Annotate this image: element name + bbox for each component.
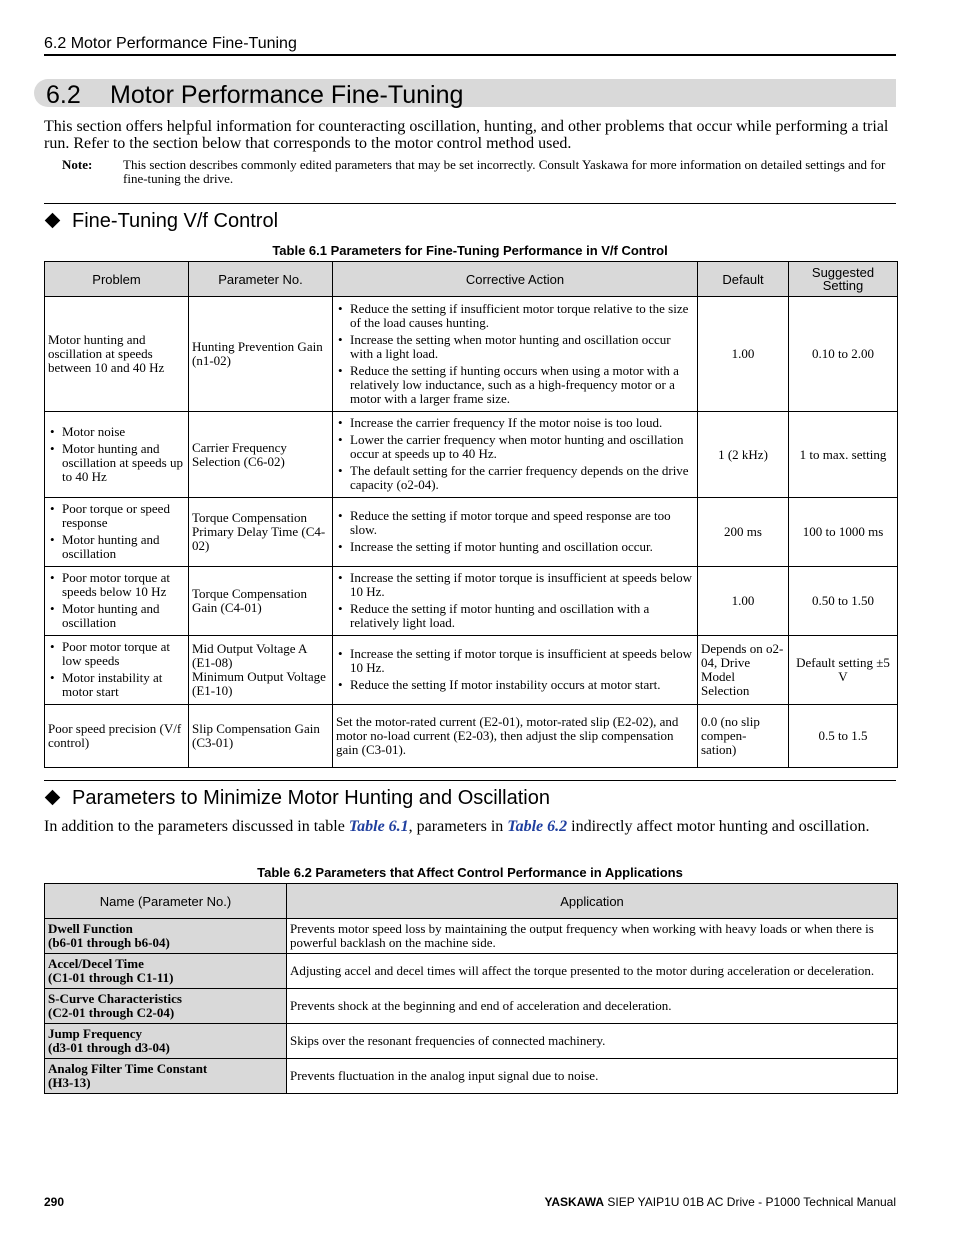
cell-parameter xyxy=(189,636,333,705)
cell-parameter xyxy=(189,705,333,768)
hunting-paragraph xyxy=(44,818,900,835)
list-item: • Poor motor torque at speeds below 10 Hz xyxy=(48,571,185,599)
cell-text: Carrier Frequency Selection (C6-02) xyxy=(192,439,287,469)
cell-parameter-name xyxy=(45,919,287,954)
intro-paragraph: This section offers helpful information for counteracting oscillation, hunting, and other problems that occur while performing a trial run. Refer to the section below that corresponds to the motor control method used. xyxy=(44,118,889,152)
cell-corrective-action xyxy=(333,297,698,412)
application-parameters-table xyxy=(44,883,898,1094)
cell-application: Prevents fluctuation in the analog input signal due to noise. xyxy=(287,1059,898,1094)
table-row xyxy=(45,705,898,768)
cell-suggested: 0.5 to 1.5 xyxy=(789,705,898,768)
diamond-bullet-icon xyxy=(45,213,61,229)
table-row xyxy=(45,919,898,954)
subsection-heading-vf xyxy=(44,209,278,233)
list-item: • Reduce the setting if insufficient motor torque relative to the size of the load causes hunting. xyxy=(336,302,694,330)
cell-problem xyxy=(45,297,189,412)
footer-manual-name: SIEP YAIP1U 01B AC Drive - P1000 Technical Manual xyxy=(604,1195,896,1209)
list-item: • Lower the carrier frequency when motor hunting and oscillation occur at speeds up to 40 Hz. xyxy=(336,433,694,461)
header-problem: Problem xyxy=(45,262,189,297)
running-header: 6.2 Motor Performance Fine-Tuning xyxy=(44,35,297,52)
list-item: • Motor noise xyxy=(48,425,185,439)
list-item: • Reduce the setting if motor hunting and oscillation with a relatively light load. xyxy=(336,602,694,630)
cell-corrective-action xyxy=(333,412,698,498)
note-label: Note: xyxy=(62,157,93,172)
cell-suggested: 1 to max. setting xyxy=(789,412,898,498)
list-item: • Increase the setting if motor torque is insufficient at speeds below 10 Hz. xyxy=(336,647,694,675)
list-item: • Motor instability at motor start xyxy=(48,671,185,699)
section-title xyxy=(46,79,463,111)
cell-text: Analog Filter Time Constant xyxy=(48,1061,208,1076)
cell-suggested: Default setting ±5 V xyxy=(789,636,898,705)
list-item: • Poor torque or speed response xyxy=(48,502,185,530)
list-item: • Increase the carrier frequency If the motor noise is too loud. xyxy=(336,416,694,430)
cell-text: Accel/Decel Time xyxy=(48,956,144,971)
table-row xyxy=(45,636,898,705)
cell-text: (C2-01 through C2-04) xyxy=(48,1005,175,1020)
cell-text: Motor hunting and oscillation at speeds between 10 and 40 Hz xyxy=(48,332,165,375)
cell-corrective-action xyxy=(333,567,698,636)
cell-application: Prevents shock at the beginning and end of acceleration and deceleration. xyxy=(287,989,898,1024)
list-item: • Increase the setting when motor hunting and oscillation occur with a light load. xyxy=(336,333,694,361)
cell-parameter-name xyxy=(45,989,287,1024)
cell-text: (C1-01 through C1-11) xyxy=(48,970,174,985)
list-item: • Reduce the setting if hunting occurs when using a motor with a relatively low inductance, such as a high-frequency motor or a motor with a larger frame size. xyxy=(336,364,694,406)
table-6-1-link[interactable]: Table 6.1 xyxy=(348,818,409,835)
header-suggested-setting: Suggested Setting xyxy=(789,262,898,297)
note-text: This section describes commonly edited parameters that may be set incorrectly. Consult Yaskawa for more information on detailed settings and for fine-tuning the drive. xyxy=(123,157,886,186)
header-default: Default xyxy=(698,262,789,297)
table-caption-1: Table 6.1 Parameters for Fine-Tuning Performance in V/f Control xyxy=(272,243,668,258)
list-item: • Motor hunting and oscillation xyxy=(48,602,185,630)
table-caption-2: Table 6.2 Parameters that Affect Control Performance in Applications xyxy=(257,865,683,880)
cell-parameter xyxy=(189,412,333,498)
cell-application: Skips over the resonant frequencies of connected machinery. xyxy=(287,1024,898,1059)
cell-text: Set the motor-rated current (E2-01), motor-rated slip (E2-02), and motor no-load current (E2-03), then adjust the slip compensation gain (C3-01). xyxy=(336,714,679,757)
vf-tuning-table xyxy=(44,261,898,768)
cell-text: (H3-13) xyxy=(48,1075,91,1090)
cell-default: 1.00 xyxy=(698,297,789,412)
table-row xyxy=(45,498,898,567)
list-item: • Motor hunting and oscillation at speeds up to 40 Hz xyxy=(48,442,185,484)
paragraph-text: , parameters in xyxy=(408,818,508,835)
table-row xyxy=(45,1024,898,1059)
cell-default: 1.00 xyxy=(698,567,789,636)
cell-default: 200 ms xyxy=(698,498,789,567)
cell-text: Poor speed precision (V/f control) xyxy=(48,721,182,750)
diamond-bullet-icon xyxy=(45,790,61,806)
note xyxy=(62,158,902,186)
list-item: • Increase the setting if motor torque is insufficient at speeds below 10 Hz. xyxy=(336,571,694,599)
cell-parameter xyxy=(189,297,333,412)
table-row xyxy=(45,1059,898,1094)
cell-problem xyxy=(45,412,189,498)
cell-text: Torque Compensation Gain (C4-01) xyxy=(192,586,307,615)
cell-text: Mid Output Voltage A (E1-08) xyxy=(192,641,307,670)
subsection-heading-hunting xyxy=(44,786,550,810)
table-row xyxy=(45,989,898,1024)
list-item: • Reduce the setting If motor instability occurs at motor start. xyxy=(336,678,694,692)
cell-suggested: 0.50 to 1.50 xyxy=(789,567,898,636)
cell-parameter xyxy=(189,498,333,567)
section-number: 6.2 xyxy=(46,81,81,109)
paragraph-text: In addition to the parameters discussed in table xyxy=(44,818,349,835)
cell-text: Torque Compensation Primary Delay Time (C4-02) xyxy=(192,510,326,553)
cell-problem xyxy=(45,705,189,768)
cell-text: (d3-01 through d3-04) xyxy=(48,1040,170,1055)
cell-text: Hunting Prevention Gain (n1-02) xyxy=(192,339,323,368)
cell-text: S-Curve Characteristics xyxy=(48,991,182,1006)
table-row xyxy=(45,412,898,498)
list-item: • Increase the setting if motor hunting and oscillation occur. xyxy=(336,540,694,554)
header-name: Name (Parameter No.) xyxy=(45,884,287,919)
cell-text: Minimum Output Voltage (E1-10) xyxy=(192,669,326,698)
section-title-text: Motor Performance Fine-Tuning xyxy=(110,81,464,109)
cell-parameter xyxy=(189,567,333,636)
section-divider-2 xyxy=(44,780,896,781)
page-number: 290 xyxy=(44,1195,65,1209)
cell-corrective-action xyxy=(333,498,698,567)
header-rule xyxy=(44,54,896,56)
subsection-title: Parameters to Minimize Motor Hunting and Oscillation xyxy=(72,787,550,809)
header-corrective-action: Corrective Action xyxy=(333,262,698,297)
cell-default: 1 (2 kHz) xyxy=(698,412,789,498)
cell-parameter-name xyxy=(45,1024,287,1059)
cell-corrective-action xyxy=(333,705,698,768)
cell-default: Depends on o2-04, Drive Model Selection xyxy=(698,636,789,705)
paragraph-text: indirectly affect motor hunting and oscillation. xyxy=(567,818,870,835)
cell-suggested: 100 to 1000 ms xyxy=(789,498,898,567)
header-application: Application xyxy=(287,884,898,919)
list-item: • The default setting for the carrier frequency depends on the drive capacity (o2-04). xyxy=(336,464,694,492)
list-item: • Motor hunting and oscillation xyxy=(48,533,185,561)
cell-application: Adjusting accel and decel times will affect the torque presented to the motor during acceleration or deceleration. xyxy=(287,954,898,989)
table-row xyxy=(45,567,898,636)
cell-application: Prevents motor speed loss by maintaining the output frequency when working with heavy loads or when there is powerful backlash on the machine side. xyxy=(287,919,898,954)
table-row xyxy=(45,954,898,989)
cell-parameter-name xyxy=(45,954,287,989)
table-row xyxy=(45,297,898,412)
table-6-2-link[interactable]: Table 6.2 xyxy=(507,818,568,835)
cell-problem xyxy=(45,567,189,636)
footer-brand: YASKAWA xyxy=(544,1195,605,1209)
list-item: • Reduce the setting if motor torque and speed response are too slow. xyxy=(336,509,694,537)
cell-parameter-name xyxy=(45,1059,287,1094)
cell-text: Slip Compensation Gain (C3-01) xyxy=(192,721,320,750)
header-parameter: Parameter No. xyxy=(189,262,333,297)
cell-problem xyxy=(45,636,189,705)
footer-manual-title xyxy=(544,1195,896,1209)
list-item: • Poor motor torque at low speeds xyxy=(48,640,185,668)
cell-text: (b6-01 through b6-04) xyxy=(48,935,170,950)
section-divider-1 xyxy=(44,203,896,204)
cell-suggested: 0.10 to 2.00 xyxy=(789,297,898,412)
cell-text: Dwell Function xyxy=(48,921,133,936)
cell-corrective-action xyxy=(333,636,698,705)
cell-problem xyxy=(45,498,189,567)
subsection-title: Fine-Tuning V/f Control xyxy=(72,210,279,232)
cell-default: 0.0 (no slip compen- sation) xyxy=(698,705,789,768)
cell-text: Jump Frequency xyxy=(48,1026,143,1041)
